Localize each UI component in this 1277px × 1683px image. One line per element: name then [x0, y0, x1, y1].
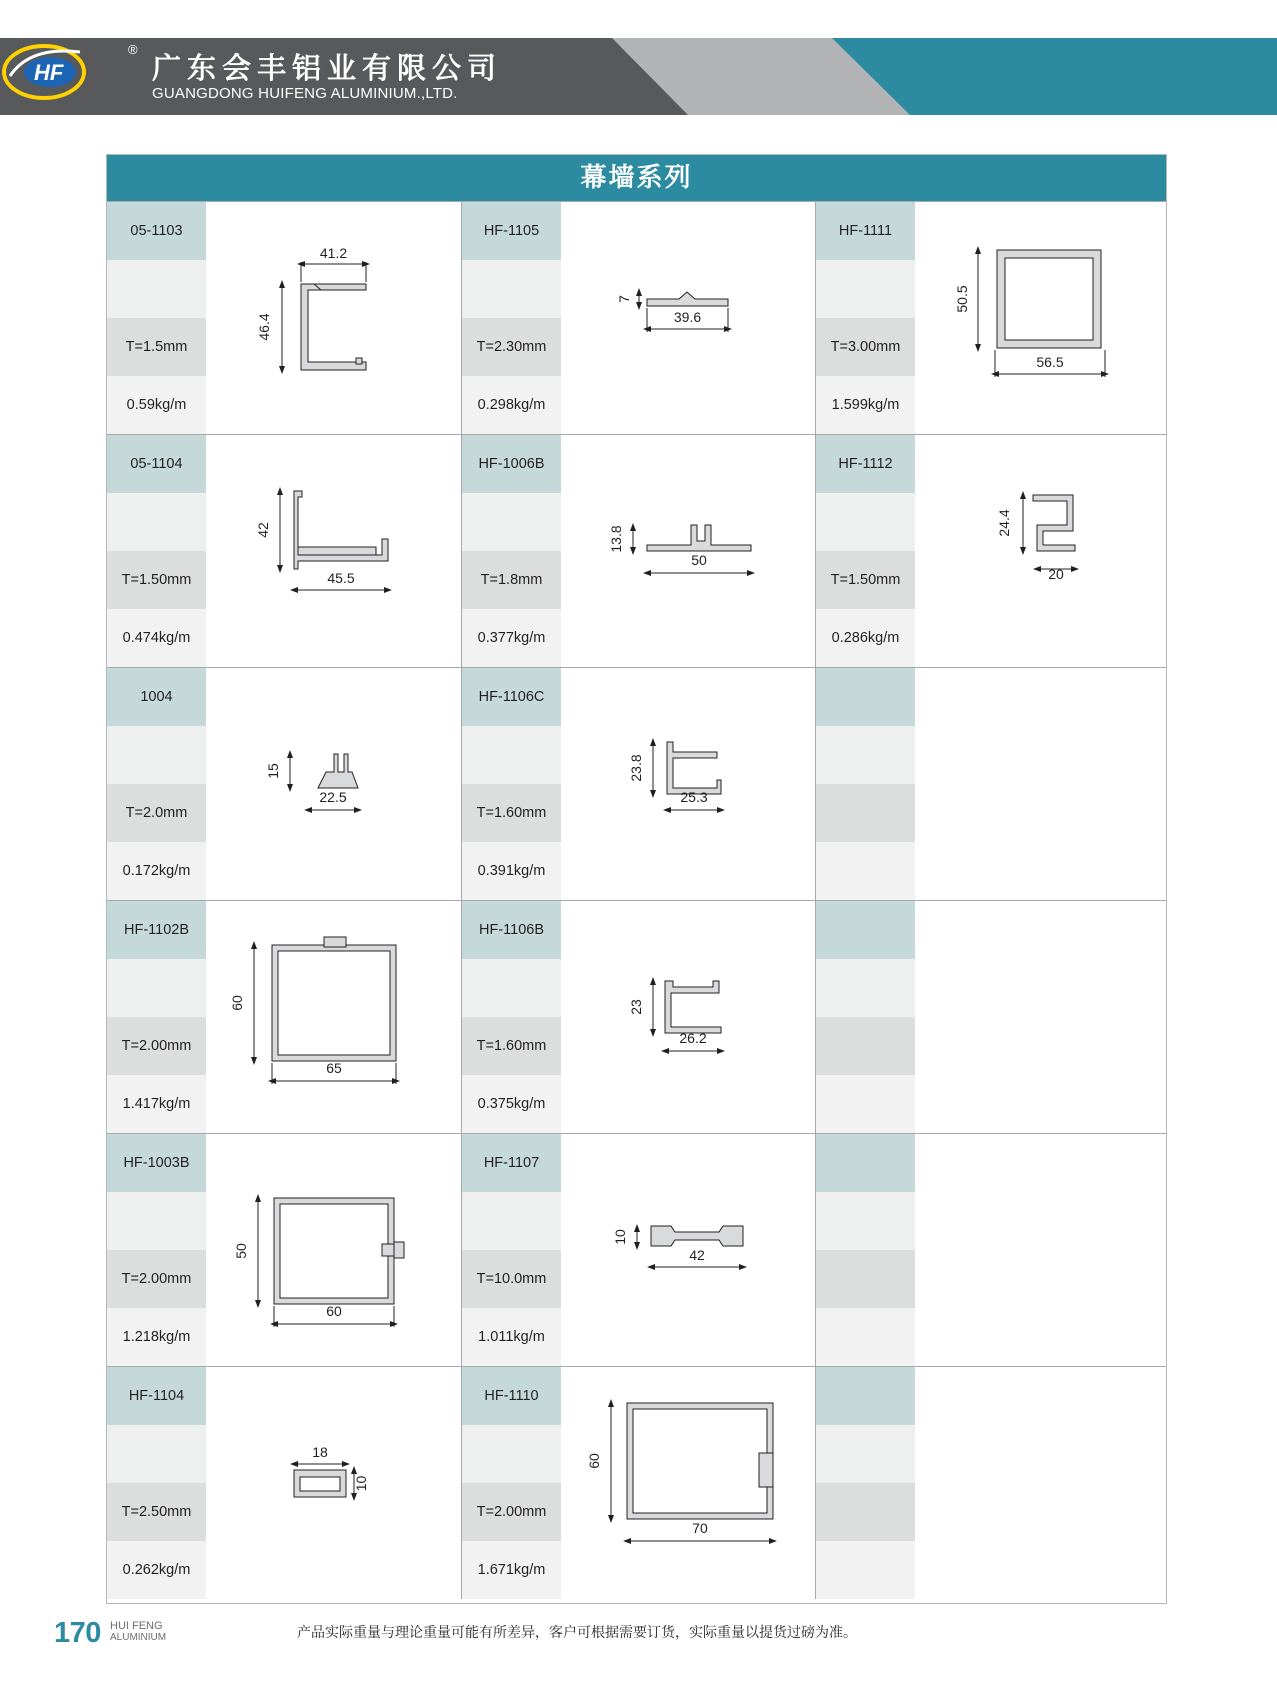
product-weight: 0.391kg/m	[462, 842, 561, 900]
dimension-height: 23.8	[628, 754, 644, 782]
dimension-width: 70	[692, 1520, 708, 1536]
product-info	[462, 435, 561, 667]
footer-brand-line2: ALUMINIUM	[110, 1632, 167, 1643]
product-weight: 0.474kg/m	[107, 609, 206, 667]
product-thickness: T=2.00mm	[107, 1250, 206, 1308]
dimension-width: 50	[691, 552, 707, 568]
product-info	[816, 1134, 915, 1366]
table-row	[107, 434, 1166, 667]
dimension-height: 7	[616, 295, 632, 303]
product-cell	[107, 901, 460, 1133]
dimension-width: 22.5	[319, 789, 347, 805]
profile-section-icon	[206, 1134, 460, 1366]
blank-band	[462, 959, 561, 1017]
product-weight: 0.375kg/m	[462, 1075, 561, 1133]
product-thickness	[816, 1250, 915, 1308]
registered-mark: ®	[128, 42, 138, 57]
product-code: 1004	[107, 668, 206, 726]
profile-drawing	[915, 901, 1167, 1133]
blank-band	[107, 260, 206, 318]
product-code: 05-1103	[107, 202, 206, 260]
logo-text: HF	[34, 60, 64, 85]
profile-drawing	[206, 435, 460, 667]
blank-band	[462, 260, 561, 318]
table-row	[107, 201, 1166, 434]
blank-band	[816, 260, 915, 318]
product-code: HF-1102B	[107, 901, 206, 959]
product-table	[106, 154, 1167, 1604]
product-thickness: T=1.60mm	[462, 784, 561, 842]
product-weight: 0.377kg/m	[462, 609, 561, 667]
profile-section-icon	[561, 435, 815, 667]
product-thickness	[816, 1017, 915, 1075]
product-thickness: T=2.00mm	[107, 1017, 206, 1075]
profile-section-icon	[561, 202, 815, 434]
section-title: 幕墙系列	[107, 155, 1166, 201]
product-cell	[461, 1367, 815, 1599]
profile-drawing	[206, 202, 460, 434]
product-weight: 0.59kg/m	[107, 376, 206, 434]
product-info	[107, 435, 206, 667]
product-info	[107, 202, 206, 434]
profile-drawing	[561, 202, 815, 434]
product-cell	[461, 435, 815, 667]
dimension-width: 56.5	[1036, 354, 1064, 370]
dimension-width: 18	[312, 1444, 328, 1460]
profile-drawing	[206, 668, 460, 900]
product-cell	[815, 901, 1167, 1133]
blank-band	[107, 1425, 206, 1483]
product-thickness: T=1.50mm	[107, 551, 206, 609]
blank-band	[816, 1425, 915, 1483]
product-info	[462, 668, 561, 900]
dimension-height: 46.4	[256, 313, 272, 341]
blank-band	[816, 959, 915, 1017]
product-weight: 1.671kg/m	[462, 1541, 561, 1599]
profile-drawing	[206, 1367, 460, 1599]
profile-section-icon	[206, 1367, 460, 1599]
product-info	[816, 901, 915, 1133]
product-weight	[816, 1541, 915, 1599]
blank-band	[107, 1192, 206, 1250]
table-row	[107, 667, 1166, 900]
footer-brand-line1: HUI FENG	[110, 1620, 163, 1632]
profile-drawing	[561, 901, 815, 1133]
footer-note: 产品实际重量与理论重量可能有所差异，客户可根据需要订货，实际重量以提货过磅为准。	[297, 1625, 857, 1641]
profile-section-icon	[206, 202, 460, 434]
product-code: HF-1112	[816, 435, 915, 493]
product-thickness: T=2.00mm	[462, 1483, 561, 1541]
product-cell	[461, 202, 815, 434]
product-info	[816, 1367, 915, 1599]
product-code: HF-1111	[816, 202, 915, 260]
product-code: HF-1105	[462, 202, 561, 260]
profile-drawing	[561, 668, 815, 900]
product-info	[107, 1367, 206, 1599]
table-row	[107, 1366, 1166, 1599]
dimension-height: 13.8	[608, 525, 624, 553]
dimension-width: 41.2	[319, 245, 348, 261]
company-name-en: GUANGDONG HUIFENG ALUMINIUM.,LTD.	[152, 85, 458, 102]
product-thickness: T=1.5mm	[107, 318, 206, 376]
product-cell	[815, 202, 1167, 434]
dimension-height: 42	[255, 522, 271, 538]
huifeng-logo-icon	[0, 38, 100, 104]
product-code: HF-1003B	[107, 1134, 206, 1192]
dimension-width: 45.5	[327, 570, 355, 586]
product-cell	[815, 668, 1167, 900]
product-thickness: T=3.00mm	[816, 318, 915, 376]
product-code: HF-1106B	[462, 901, 561, 959]
profile-section-icon	[915, 202, 1167, 434]
blank-band	[107, 493, 206, 551]
profile-drawing	[915, 1367, 1167, 1599]
product-code: 05-1104	[107, 435, 206, 493]
product-info	[816, 668, 915, 900]
product-info	[462, 901, 561, 1133]
product-cell	[107, 202, 460, 434]
blank-band	[816, 493, 915, 551]
product-cell	[107, 1367, 460, 1599]
product-weight: 0.286kg/m	[816, 609, 915, 667]
product-code: HF-1110	[462, 1367, 561, 1425]
profile-drawing	[206, 1134, 460, 1366]
product-cell	[461, 1134, 815, 1366]
product-cell	[815, 1367, 1167, 1599]
product-cell	[461, 668, 815, 900]
product-info	[462, 1367, 561, 1599]
profile-drawing	[915, 1134, 1167, 1366]
product-thickness	[816, 784, 915, 842]
blank-band	[816, 726, 915, 784]
product-weight: 0.262kg/m	[107, 1541, 206, 1599]
product-info	[107, 668, 206, 900]
dimension-height: 50.5	[954, 285, 970, 313]
product-info	[462, 1134, 561, 1366]
product-thickness: T=2.0mm	[107, 784, 206, 842]
dimension-width: 20	[1048, 566, 1064, 582]
company-name-cn: 广东会丰铝业有限公司	[152, 51, 503, 85]
dimension-width: 65	[326, 1060, 342, 1076]
dimension-width: 26.2	[679, 1030, 707, 1046]
dimension-height: 60	[586, 1453, 602, 1469]
product-cell	[815, 435, 1167, 667]
product-thickness: T=1.8mm	[462, 551, 561, 609]
product-cell	[461, 901, 815, 1133]
product-code	[816, 901, 915, 959]
product-weight	[816, 1308, 915, 1366]
product-weight: 1.218kg/m	[107, 1308, 206, 1366]
blank-band	[107, 726, 206, 784]
profile-section-icon	[206, 668, 460, 900]
profile-section-icon	[561, 901, 815, 1133]
profile-drawing	[206, 901, 460, 1133]
profile-section-icon	[561, 1134, 815, 1366]
product-code	[816, 668, 915, 726]
profile-drawing	[561, 1134, 815, 1366]
page-number: 170	[54, 1617, 101, 1649]
dimension-width: 42	[689, 1247, 705, 1263]
product-info	[816, 202, 915, 434]
profile-drawing	[915, 202, 1167, 434]
product-cell	[815, 1134, 1167, 1366]
dimension-height: 23	[628, 999, 644, 1015]
product-cell	[107, 1134, 460, 1366]
blank-band	[816, 1192, 915, 1250]
product-info	[816, 435, 915, 667]
product-weight: 1.417kg/m	[107, 1075, 206, 1133]
profile-section-icon	[915, 435, 1167, 667]
dimension-height: 50	[233, 1243, 249, 1259]
table-row	[107, 900, 1166, 1133]
product-info	[462, 202, 561, 434]
dimension-height: 10	[612, 1229, 628, 1245]
blank-band	[107, 959, 206, 1017]
product-weight	[816, 842, 915, 900]
product-code	[816, 1367, 915, 1425]
blank-band	[462, 1425, 561, 1483]
product-thickness: T=1.60mm	[462, 1017, 561, 1075]
product-thickness: T=10.0mm	[462, 1250, 561, 1308]
product-cell	[107, 435, 460, 667]
dimension-width: 25.3	[680, 789, 708, 805]
product-weight: 1.011kg/m	[462, 1308, 561, 1366]
product-thickness: T=1.50mm	[816, 551, 915, 609]
page-header	[0, 38, 1277, 115]
profile-section-icon	[206, 435, 460, 667]
dimension-width: 39.6	[673, 309, 702, 325]
profile-section-icon	[561, 668, 815, 900]
product-code: HF-1106C	[462, 668, 561, 726]
product-thickness: T=2.30mm	[462, 318, 561, 376]
dimension-height: 15	[265, 763, 281, 779]
blank-band	[462, 1192, 561, 1250]
product-weight: 0.172kg/m	[107, 842, 206, 900]
product-code: HF-1107	[462, 1134, 561, 1192]
profile-section-icon	[561, 1367, 815, 1599]
product-info	[107, 901, 206, 1133]
product-code: HF-1104	[107, 1367, 206, 1425]
product-cell	[107, 668, 460, 900]
product-thickness	[816, 1483, 915, 1541]
blank-band	[462, 493, 561, 551]
profile-section-icon	[206, 901, 460, 1133]
product-code	[816, 1134, 915, 1192]
dimension-height: 60	[229, 995, 245, 1011]
product-weight	[816, 1075, 915, 1133]
dimension-height: 24.4	[996, 509, 1012, 537]
product-info	[107, 1134, 206, 1366]
product-thickness: T=2.50mm	[107, 1483, 206, 1541]
dimension-width: 60	[326, 1303, 342, 1319]
dimension-height: 10	[353, 1475, 369, 1492]
blank-band	[462, 726, 561, 784]
profile-drawing	[561, 435, 815, 667]
product-code: HF-1006B	[462, 435, 561, 493]
profile-drawing	[561, 1367, 815, 1599]
profile-drawing	[915, 668, 1167, 900]
table-row	[107, 1133, 1166, 1366]
product-weight: 0.298kg/m	[462, 376, 561, 434]
product-weight: 1.599kg/m	[816, 376, 915, 434]
profile-drawing	[915, 435, 1167, 667]
